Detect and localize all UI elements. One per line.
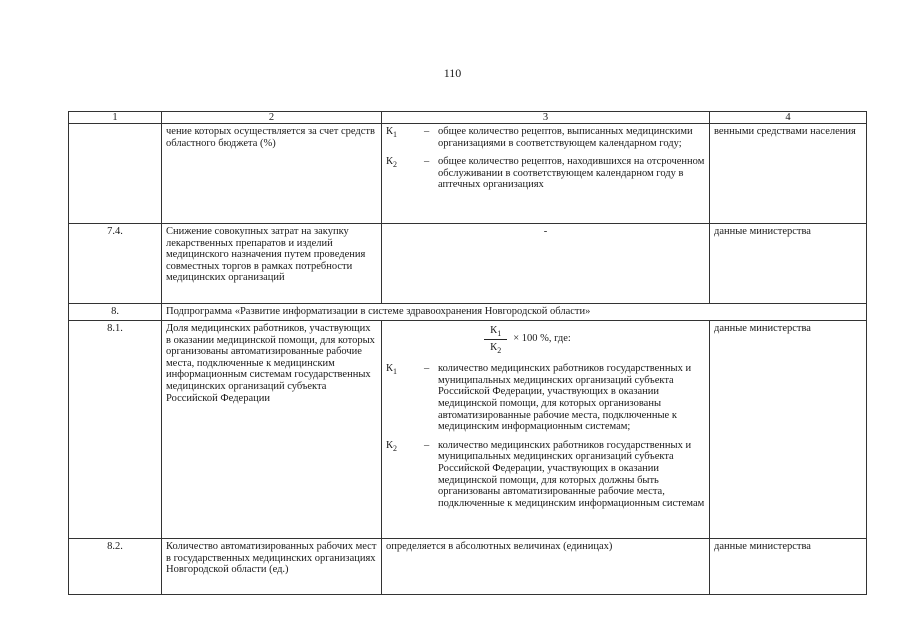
row-number: 8. [69, 304, 162, 321]
variable-symbol: $К_1$ [386, 126, 398, 140]
definition-dash: – [424, 126, 430, 137]
row-number: 7.4. [69, 224, 162, 304]
formula [350, 325, 705, 353]
variable-symbol: $К_1$ [386, 363, 398, 377]
formula-multiplier: × 100 %, где: [513, 333, 571, 345]
indicator-name: Снижение совокупных затрат на закупку лекарственных препаратов и изделий медицинского назначения путем проведения совместных торгов в рамках потребности медицинских организаций [162, 224, 382, 304]
column-number-3: 3 [382, 112, 710, 124]
indicators-table [68, 111, 867, 595]
data-source: данные министерства [710, 321, 867, 539]
variable-definition [386, 440, 705, 510]
subprogram-title: Подпрограмма «Развитие информатизации в системе здравоохранения Новгородской области» [162, 304, 867, 321]
variable-symbol: $К_2$ [386, 439, 398, 453]
indicator-name: Доля медицинских работников, участвующих в оказании медицинской помощи, для которых организованы автоматизированные рабочие места, подключенные к медицинским информационным системам государственных медицинских организаций субъекта Российской Федерации [162, 321, 382, 539]
variable-description: количество медицинских работников государственных и муниципальных медицинских организаций субъекта Российской Федерации, участвующих в оказании медицинской помощи, для которых должны быть организованы автоматизированные рабочие места, подключенные к медицинским информационным системам [438, 439, 705, 509]
column-number-4: 4 [710, 112, 867, 124]
variable-definition [386, 126, 705, 149]
subprogram-row [69, 304, 867, 321]
row-number [69, 124, 162, 224]
data-source: данные министерства [710, 224, 867, 304]
column-number-2: 2 [162, 112, 382, 124]
table-row [69, 124, 867, 224]
row-number: 8.1. [69, 321, 162, 539]
page-number: 110 [443, 66, 462, 80]
row-number: 8.2. [69, 539, 162, 595]
table-row [69, 539, 867, 595]
calculation-method [382, 124, 710, 224]
column-number-row [69, 112, 867, 124]
column-number-1: 1 [69, 112, 162, 124]
calculation-method [382, 321, 710, 539]
fraction [484, 325, 507, 353]
definition-dash: – [424, 363, 430, 375]
variable-description: количество медицинских работников государственных и муниципальных медицинских организаций субъекта Российской Федерации, участвующих в оказании медицинской помощи, для которых организованы автоматизированные рабочие места, подключенные к медицинским информационным системам; [438, 363, 692, 433]
definition-dash: – [424, 156, 430, 168]
calculation-method: - [382, 224, 710, 304]
definition-dash: – [424, 439, 430, 451]
data-source: венными средствами населения [710, 124, 867, 224]
indicator-name: чение которых осуществляется за счет средств областного бюджета (%) [162, 124, 382, 224]
table-row [69, 224, 867, 304]
calculation-method: определяется в абсолютных величинах (единицах) [382, 539, 710, 595]
variable-description: общее количество рецептов, выписанных медицинскими организациями в соответствующем календарном году; [438, 126, 693, 149]
fraction-denominator: $К_2$ [490, 341, 502, 355]
data-source: данные министерства [710, 539, 867, 595]
variable-definition [386, 363, 705, 433]
variable-description: общее количество рецептов, находившихся на отсроченном обслуживании в соответствующем календарном году в аптечных организациях [438, 156, 705, 191]
table-row [69, 321, 867, 539]
fraction-numerator: $К_1$ [484, 325, 507, 340]
variable-symbol: $К_2$ [386, 156, 398, 170]
indicator-name: Количество автоматизированных рабочих мест в государственных медицинских организациях Новгородской области (ед.) [162, 539, 382, 595]
variable-definition [386, 156, 705, 191]
